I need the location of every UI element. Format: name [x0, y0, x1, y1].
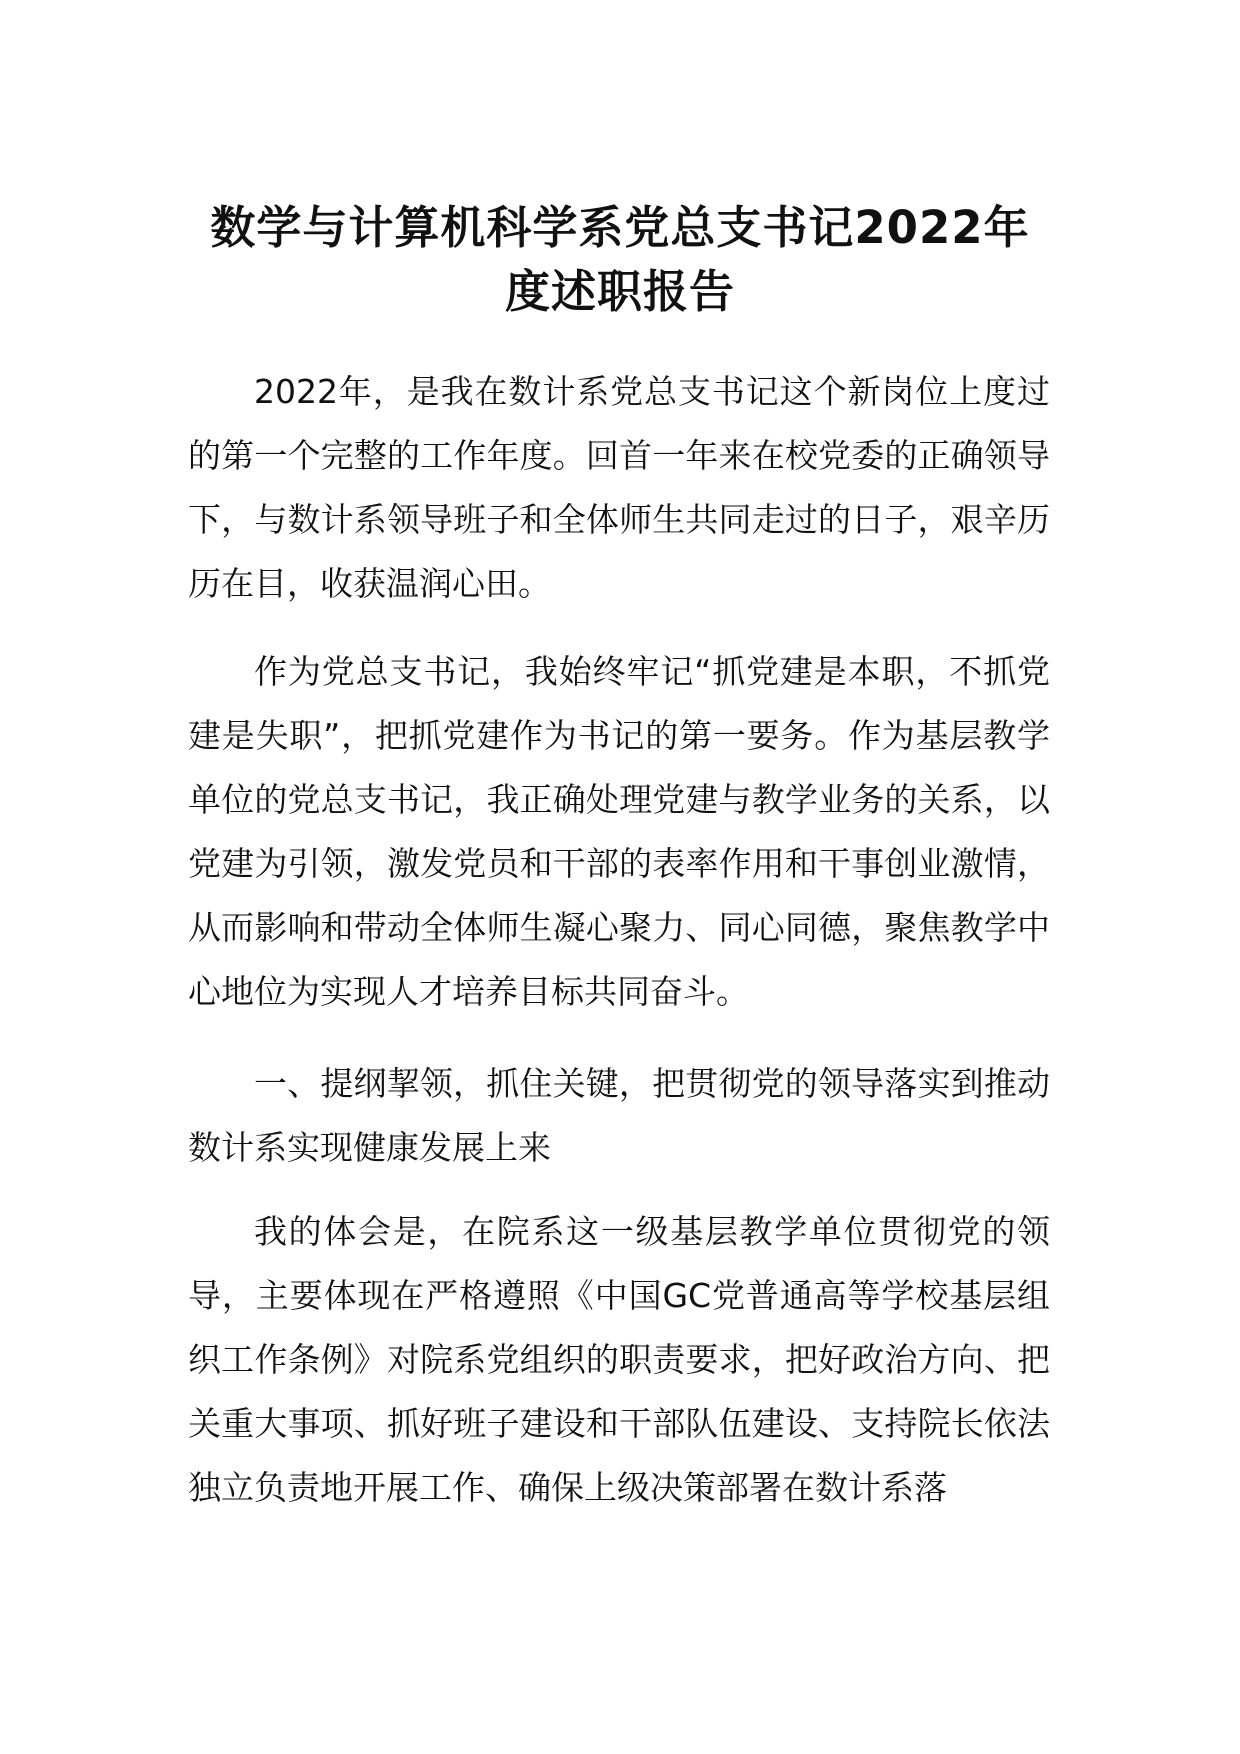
document-title: 数学与计算机科学系党总支书记2022年度述职报告 [210, 201, 1030, 318]
body-paragraph: 2022年，是我在数计系党总支书记这个新岗位上度过的第一个完整的工作年度。回首一年来在校党委的正确领导下，与数计系领导班子和全体师生共同走过的日子，艰辛历历在目，收获温润心田。 [188, 372, 1050, 603]
body-paragraph: 作为党总支书记，我始终牢记“抓党建是本职，不抓党建是失职”，把抓党建作为书记的第一要务。作为基层教学单位的党总支书记，我正确处理党建与教学业务的关系，以党建为引领，激发党员和干部的表率作用和干事创业激情，从而影响和带动全体师生凝心聚力、同心同德，聚焦教学中心地位为实现人才培养目标共同奋斗。 [188, 652, 1050, 1011]
section-heading: 一、提纲挈领，抓住关键，把贯彻党的领导落实到推动数计系实现健康发展上来 [188, 1064, 1050, 1167]
body-paragraph: 我的体会是，在院系这一级基层教学单位贯彻党的领导，主要体现在严格遵照《中国GC党普通高等学校基层组织工作条例》对院系党组织的职责要求，把好政治方向、把关重大事项、抓好班子建设和干部队伍建设、支持院长依法独立负责地开展工作、确保上级决策部署在数计系落 [188, 1212, 1050, 1507]
